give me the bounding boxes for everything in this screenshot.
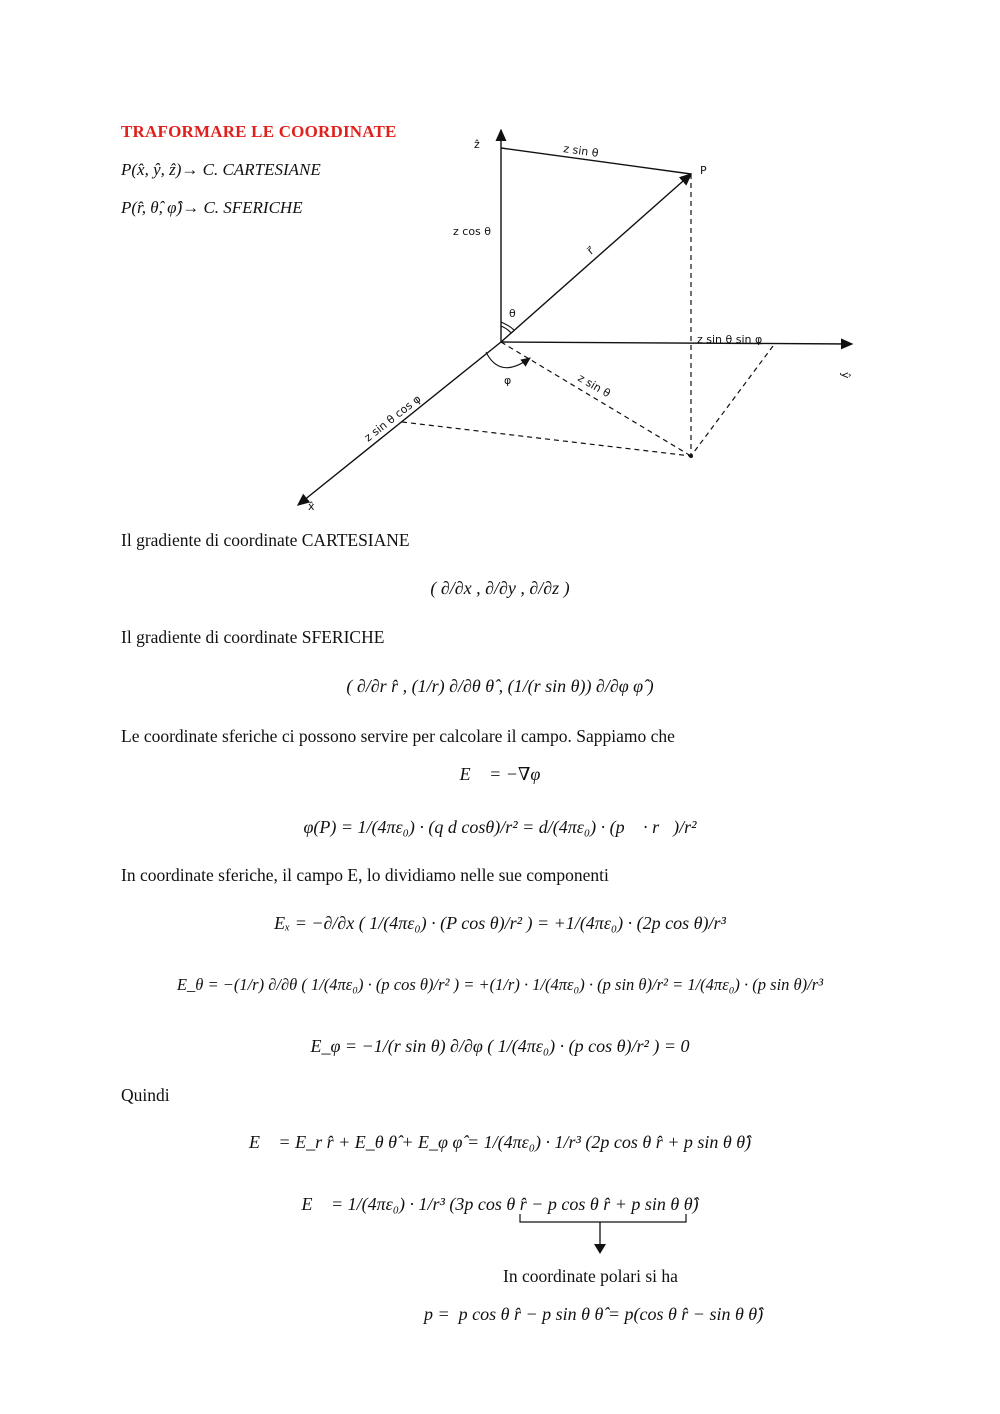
r-vector-label: r⃗	[584, 244, 597, 258]
grad-sph-text: Il gradiente di coordinate SFERICHE	[121, 627, 385, 647]
x-projection	[402, 422, 691, 456]
x-component-label: z sin θ cos φ	[361, 392, 424, 445]
theta-label: θ	[509, 307, 516, 320]
sph-use-text: Le coordinate sferiche ci possono servire per calcolare il campo. Sappiamo che	[121, 726, 675, 746]
grad-cart-eq: ( ∂/∂x , ∂/∂y , ∂/∂z )	[430, 578, 570, 598]
cartesian-coords: P(x̂, ŷ, ẑ)→ C. CARTESIANE	[121, 160, 321, 179]
eq-etotal: E⃗ = E_r r̂ + E_θ θ̂ + E_φ φ̂ = 1/(4πε₀) · 1/r³ (2p cos θ r̂ + p sin θ θ̂)	[248, 1132, 752, 1152]
brace-arrow	[0, 1200, 1000, 1260]
eq-e-gradient: E⃗ = −∇φ	[459, 764, 541, 784]
phi-label: φ	[504, 374, 512, 387]
polar-text: In coordinate polari si ha	[503, 1266, 678, 1286]
x-axis-label: x̂	[308, 500, 315, 513]
eq-etheta: E_θ = −(1/r) ∂/∂θ ( 1/(4πε₀) · (p cos θ)/r² ) = +(1/r) · 1/(4πε₀) · (p sin θ)/r² = 1/(4πε₀) · (p sin θ)/r³	[176, 975, 824, 994]
r-vector	[501, 174, 691, 342]
y-axis-label: ŷ	[839, 372, 852, 379]
y-projection	[691, 346, 773, 456]
top-segment-label: z sin θ	[562, 142, 600, 160]
plane-projection	[501, 342, 691, 456]
eq-p-polar: p = p cos θ r̂ − p sin θ θ̂ = p(cos θ r̂ − sin θ θ̂)	[424, 1304, 764, 1324]
grad-cart-text: Il gradiente di coordinate CARTESIANE	[121, 530, 410, 550]
eq-e-3p: E⃗ = 1/(4πε₀) · 1/r³ (3p cos θ r̂ − p cos θ r̂ + p sin θ θ̂)	[301, 1194, 699, 1214]
quindi-text: Quindi	[121, 1085, 170, 1105]
z-cos-label: z cos θ	[453, 225, 492, 238]
page-title: TRAFORMARE LE COORDINATE	[121, 122, 397, 141]
components-text: In coordinate sferiche, il campo E, lo dividiamo nelle sue componenti	[121, 865, 609, 885]
spherical-coords: P(r̂, θ̂, φ̂)→ C. SFERICHE	[121, 198, 303, 217]
x-axis	[298, 342, 501, 505]
coordinate-diagram	[0, 0, 1000, 520]
eq-ex: Eₓ = −∂/∂x ( 1/(4πε₀) · (P cos θ)/r² ) = +1/(4πε₀) · (2p cos θ)/r³	[274, 913, 726, 933]
point-label: P	[700, 164, 707, 177]
eq-potential: φ(P) = 1/(4πε₀) · (q d cosθ)/r² = d/(4πε₀) · (p⃗ · r⃗)/r²	[303, 817, 697, 837]
theta-arc	[501, 322, 514, 330]
eq-ephi: E_φ = −1/(r sin θ) ∂/∂φ ( 1/(4πε₀) · (p cos θ)/r² ) = 0	[310, 1036, 690, 1056]
y-component-label: z sin θ sin φ	[697, 333, 763, 346]
grad-sph-eq: ( ∂/∂r r̂ , (1/r) ∂/∂θ θ̂ , (1/(r sin θ)) ∂/∂φ φ̂ )	[346, 676, 654, 696]
y-axis	[501, 342, 852, 344]
diag-component-label: z sin θ	[575, 371, 613, 401]
z-axis-label: ẑ	[474, 138, 480, 151]
phi-arc	[486, 352, 530, 368]
